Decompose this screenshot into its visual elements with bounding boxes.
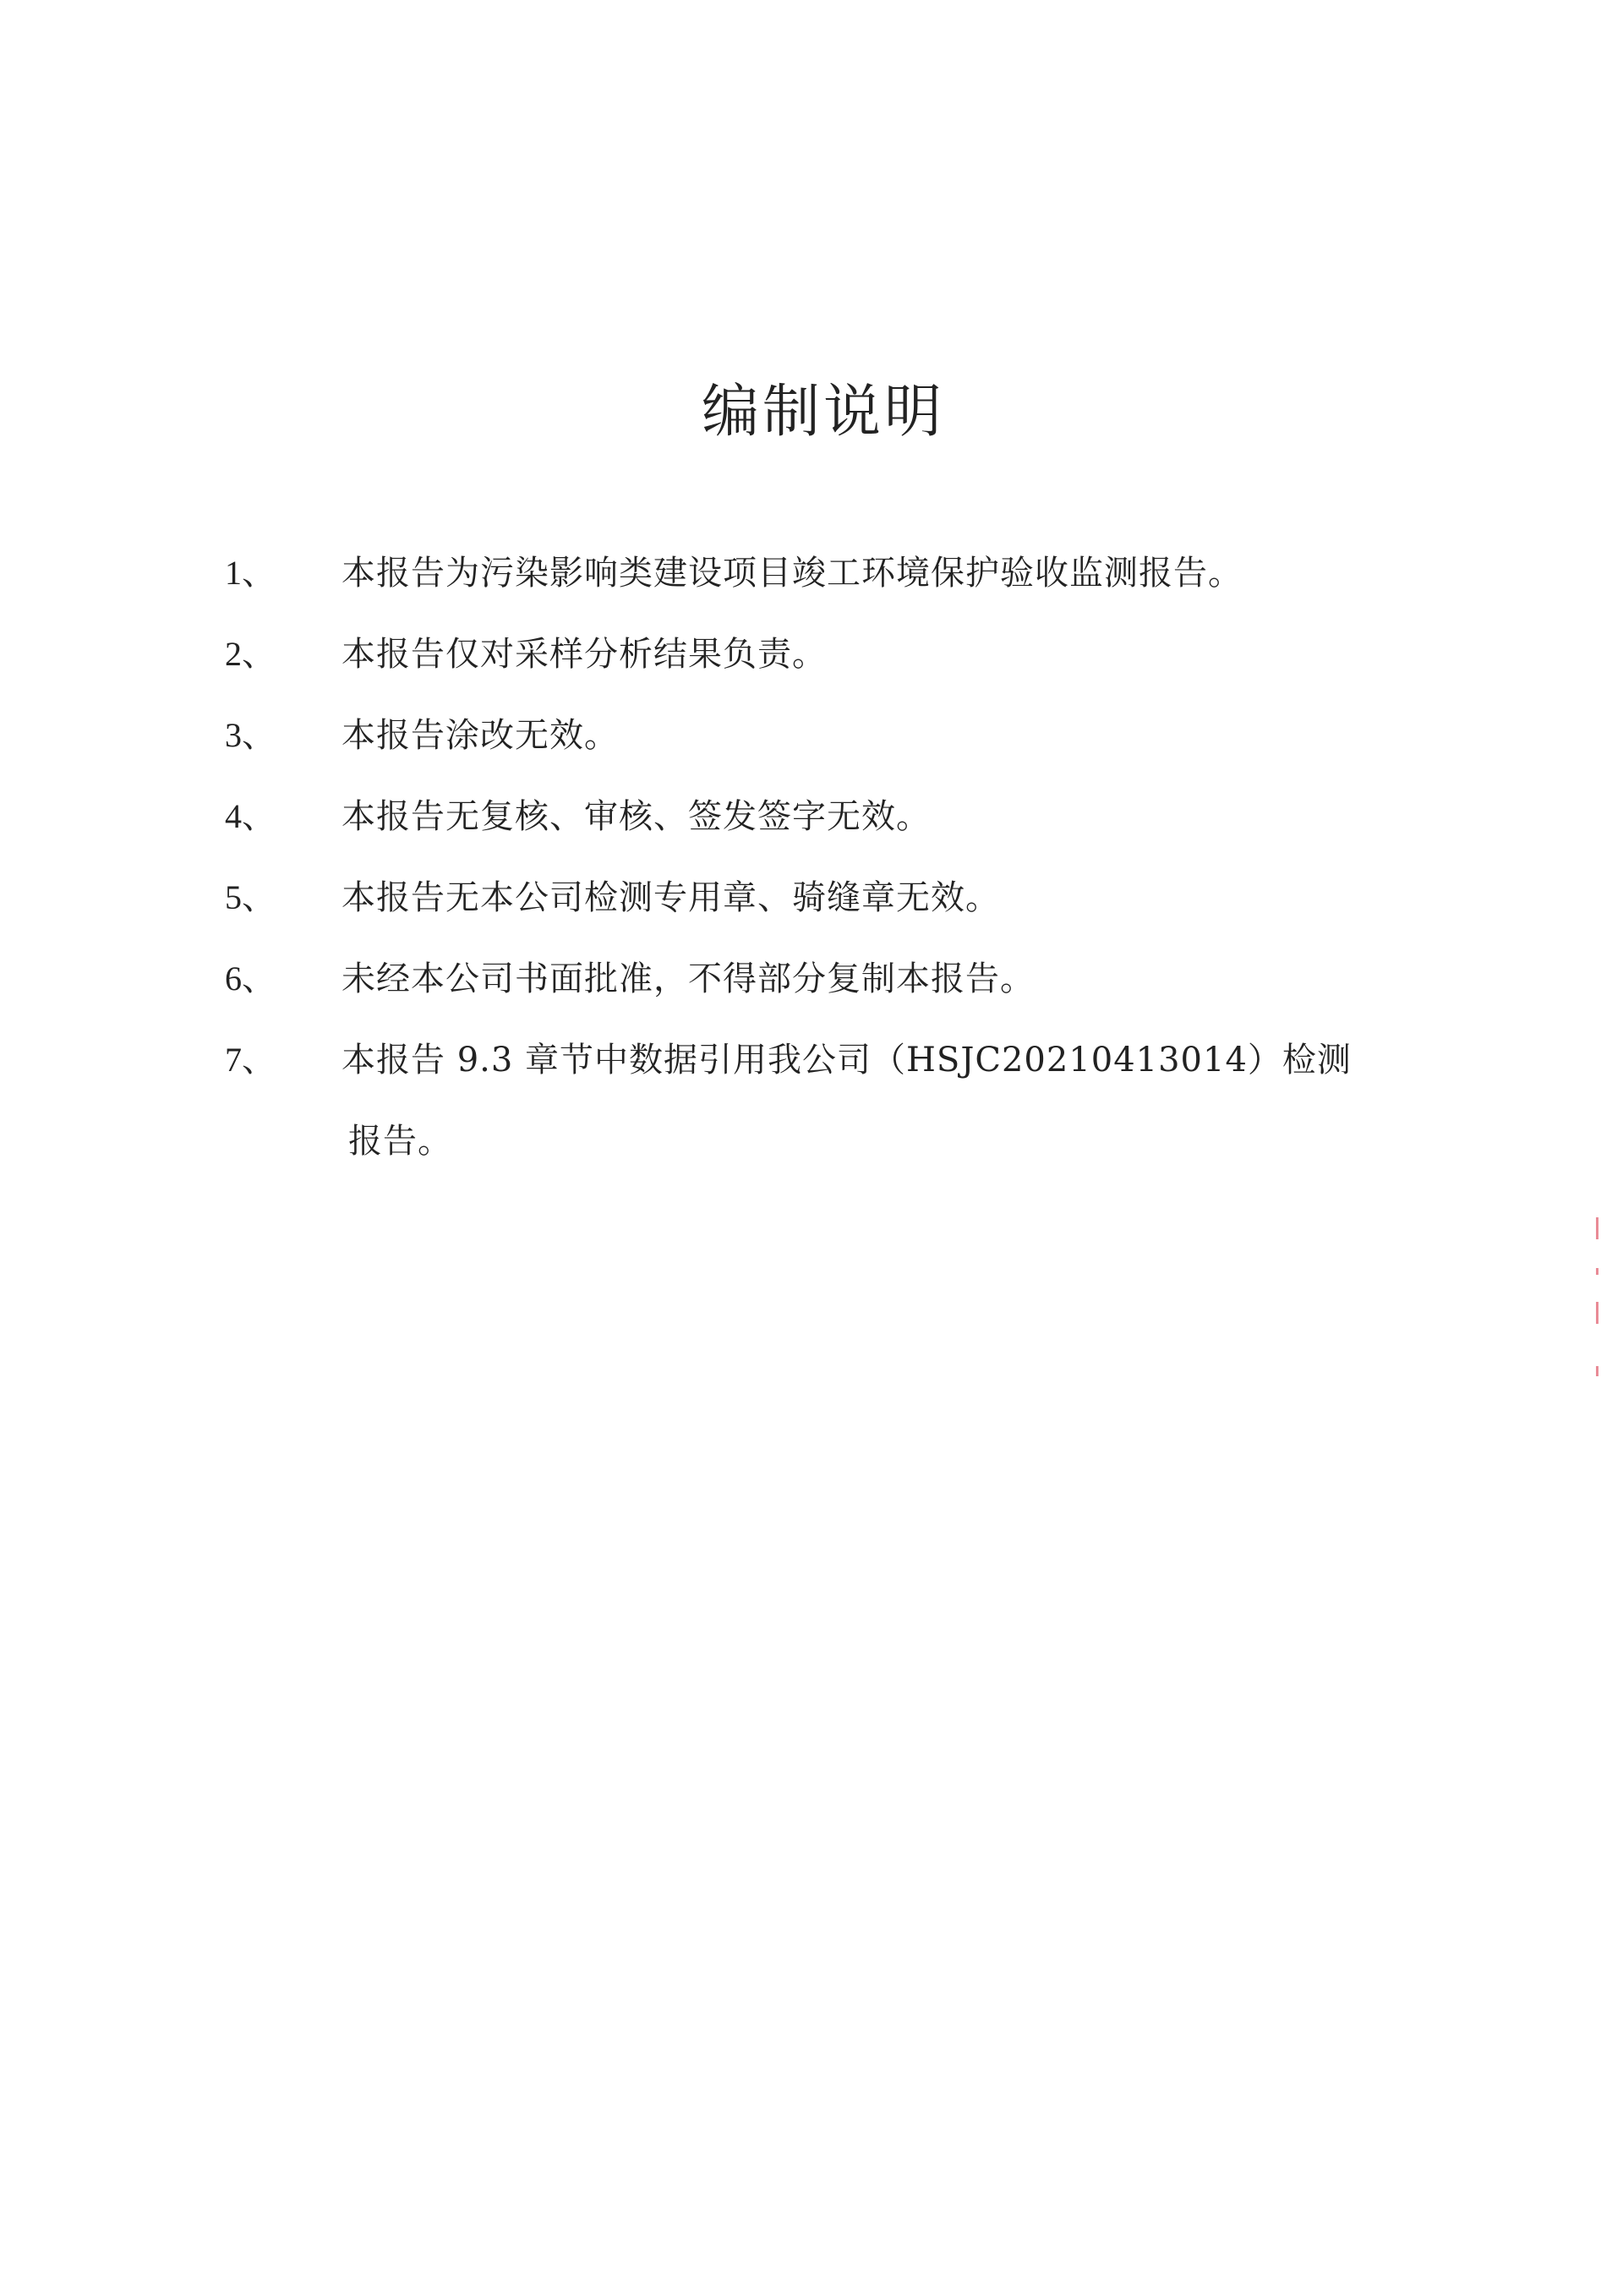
note-text: 未经本公司书面批准，不得部分复制本报告。 [342,959,1035,998]
list-item [0,938,1623,1020]
note-text: 本报告无本公司检测专用章、骑缝章无效。 [342,878,1000,917]
list-item [0,695,1623,776]
note-number: 7、 [225,1041,276,1079]
note-text-multiline [342,1020,1440,1182]
note-number: 5、 [225,878,276,916]
page-title: 编制说明 [701,379,945,446]
list-item [0,614,1623,695]
notes-list [0,533,1623,1182]
note-number: 2、 [225,635,276,673]
list-item [0,857,1623,938]
seam-stamp-mark [1596,1366,1598,1376]
note-number: 4、 [225,797,276,835]
list-item [0,1020,1623,1182]
seam-stamp-mark [1596,1302,1598,1324]
note-text: 本报告无复核、审核、签发签字无效。 [342,797,931,836]
seam-stamp-mark [1596,1268,1598,1275]
note-text: 本报告仅对采样分析结果负责。 [342,635,827,674]
note-text: 本报告涂改无效。 [342,716,619,755]
seam-stamp-mark [1596,1217,1598,1239]
note-number: 3、 [225,716,276,754]
note-number: 6、 [225,959,276,998]
note-text-continuation: 报告。 [348,1122,452,1161]
note-number: 1、 [225,554,276,592]
note-text-line: 本报告 9.3 章节中数据引用我公司（HSJC20210413014）检测 [342,1041,1352,1080]
list-item [0,533,1623,614]
note-text: 本报告为污染影响类建设项目竣工环境保护验收监测报告。 [342,554,1243,593]
list-item [0,776,1623,857]
